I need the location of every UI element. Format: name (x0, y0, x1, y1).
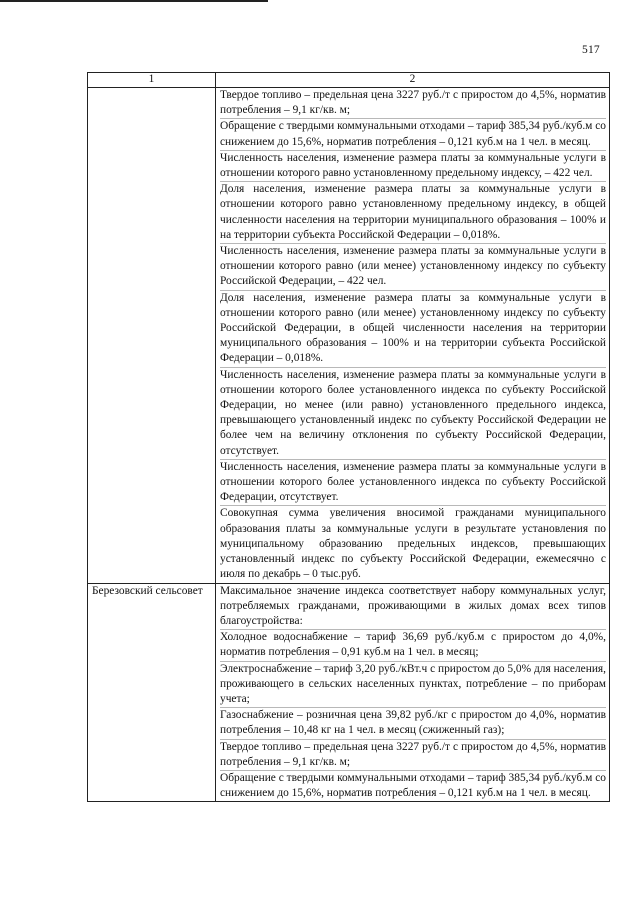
row-paragraph: Доля населения, изменение размера платы за коммунальные услуги в отношении которого равно установленному предельному индексу, в общей численности населения на территории муниципального образования – 100% и на территории субъекта Российской Федерации – 0,018%. (220, 182, 606, 244)
row-paragraph: Твердое топливо – предельная цена 3227 руб./т с приростом до 4,5%, норматив потребления – 9,1 кг/кв. м; (220, 88, 606, 119)
row-label (88, 88, 216, 584)
table-row (88, 88, 610, 584)
row-paragraph: Доля населения, изменение размера платы за коммунальные услуги в отношении которого равно (или менее) установленному индексу по субъекту Российской Федерации, в общей численности населения на территории муниципального образования – 100% и на территории субъекта Российской Федерации – 0,018%. (220, 291, 606, 368)
row-paragraph: Электроснабжение – тариф 3,20 руб./кВт.ч с приростом до 5,0% для населения, проживающего в сельских населенных пунктах, потребление – по приборам учета; (220, 662, 606, 709)
column-header-1: 1 (88, 73, 216, 88)
table-row (88, 583, 610, 802)
row-paragraph: Совокупная сумма увеличения вносимой гражданами муниципального образования платы за коммунальные услуги в результате установления по муниципальному образованию предельных индексов, превышающих установленный индекс по субъекту Российской Федерации, ежемесячно с июля по декабрь – 0 тыс.руб. (220, 507, 606, 581)
row-paragraph: Численность населения, изменение размера платы за коммунальные услуги в отношении которого равно (или менее) установленному индексу по субъекту Российской Федерации, – 422 чел. (220, 244, 606, 291)
row-paragraph: Максимальное значение индекса соответствует набору коммунальных услуг, потребляемых гражданами, проживающими в жилых домах всех типов благоустройства: (220, 584, 606, 631)
table-header-row (88, 73, 610, 88)
row-content (216, 88, 610, 584)
row-paragraph: Холодное водоснабжение – тариф 36,69 руб./куб.м с приростом до 4,0%, норматив потребления – 0,91 куб.м на 1 чел. в месяц; (220, 630, 606, 661)
row-paragraph: Твердое топливо – предельная цена 3227 руб./т с приростом до 4,5%, норматив потребления – 9,1 кг/кв. м; (220, 740, 606, 771)
column-header-2: 2 (216, 73, 610, 88)
row-paragraph: Обращение с твердыми коммунальными отходами – тариф 385,34 руб./куб.м со снижением до 15,6%, норматив потребления – 0,121 куб.м на 1 чел. в месяц. (220, 771, 606, 800)
page-number: 517 (582, 44, 600, 56)
row-label: Березовский сельсовет (88, 583, 216, 802)
row-paragraph: Численность населения, изменение размера платы за коммунальные услуги в отношении которого равно установленному предельному индексу, – 422 чел. (220, 151, 606, 182)
tariff-table (87, 72, 610, 802)
row-paragraph: Численность населения, изменение размера платы за коммунальные услуги в отношении которого более установленного индекса по субъекту Российской Федерации, отсутствует. (220, 460, 606, 507)
row-paragraph: Газоснабжение – розничная цена 39,82 руб./кг с приростом до 4,0%, норматив потребления – 10,48 кг на 1 чел. в месяц (сжиженный газ); (220, 708, 606, 739)
row-paragraph: Обращение с твердыми коммунальными отходами – тариф 385,34 руб./куб.м со снижением до 15,6%, норматив потребления – 0,121 куб.м на 1 чел. в месяц. (220, 119, 606, 150)
row-content (216, 583, 610, 802)
top-rule (0, 0, 268, 2)
row-paragraph: Численность населения, изменение размера платы за коммунальные услуги в отношении которого более установленного индекса по субъекту Российской Федерации, но менее (или равно) установленного предельного индекса, превышающего установленный индекс по субъекту Российской Федерации не более чем на величину отклонения по субъекту Российской Федерации, отсутствует. (220, 368, 606, 460)
